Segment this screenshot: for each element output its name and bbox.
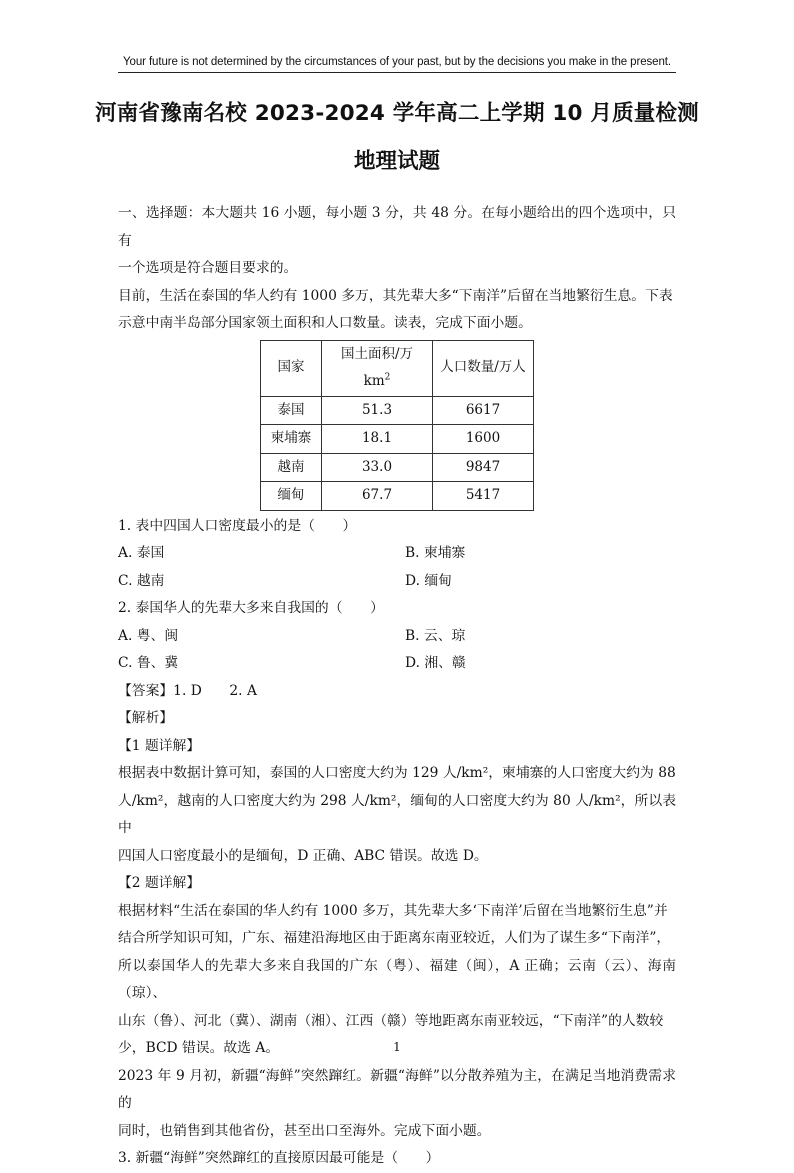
- q2-detail-line4: 山东（鲁）、河北（冀）、湖南（湘）、江西（赣）等地距离东南亚较远，“下南洋”的人数较: [118, 1012, 664, 1029]
- material2-line1: 2023 年 9 月初，新疆“海鲜”突然蹿红。新疆“海鲜”以分散养殖为主，在满足当地消费需求的: [118, 1067, 676, 1111]
- table-cell: 1600: [433, 425, 534, 454]
- q2-detail-line3: 所以泰国华人的先辈大多来自我国的广东（粤）、福建（闽），A 正确；云南（云）、海南（琼）、: [118, 957, 676, 1001]
- option-b: B. 云、琼: [405, 627, 466, 644]
- table-cell: 67.7: [322, 482, 433, 511]
- q1-detail-line1: 根据表中数据计算可知，泰国的人口密度大约为 129 人/km²，柬埔寨的人口密度大约为 88: [118, 765, 676, 781]
- table-header-cell: 国家: [261, 340, 322, 396]
- material2-line2: 同时，也销售到其他省份，甚至出口至海外。完成下面小题。: [118, 1122, 491, 1139]
- table-row: [261, 396, 534, 425]
- table-header-row: [261, 340, 534, 396]
- table-cell: 缅甸: [261, 482, 322, 511]
- question-1-options-row1: [118, 540, 676, 568]
- table-row: [261, 425, 534, 454]
- option-d: D. 湘、赣: [405, 655, 466, 671]
- answer-label: 【答案】1. D 2. A: [118, 682, 257, 699]
- table-row: [261, 453, 534, 482]
- option-a: A. 粤、闽: [118, 627, 179, 644]
- header-divider: [118, 72, 676, 73]
- table-row: [261, 482, 534, 511]
- section-intro-line1: 一、选择题：本大题共 16 小题，每小题 3 分，共 48 分。在每小题给出的四个选项中，只有: [118, 205, 676, 249]
- q2-detail-line2: 结合所学知识可知，广东、福建沿海地区由于距离东南亚较近，人们为了谋生多“下南洋”，: [118, 930, 671, 946]
- q2-detail-heading: 【2 题详解】: [118, 875, 201, 891]
- table-cell: 9847: [433, 453, 534, 482]
- q1-detail-heading: 【1 题详解】: [118, 737, 201, 754]
- material-line1: 目前，生活在泰国的华人约有 1000 多万，其先辈大多“下南洋”后留在当地繁衍生息。下表: [118, 287, 673, 304]
- country-data-table: [260, 340, 534, 511]
- option-c: C. 越南: [118, 572, 165, 589]
- question-2-options-row2: [118, 650, 676, 678]
- page-title: 河南省豫南名校 2023-2024 学年高二上学期 10 月质量检测: [95, 101, 699, 126]
- q1-detail-line2: 人/km²，越南的人口密度大约为 298 人/km²，缅甸的人口密度大约为 80 人/km²，所以表中: [118, 792, 676, 836]
- table-cell: 越南: [261, 453, 322, 482]
- table-header-cell: 人口数量/万人: [433, 340, 534, 396]
- document-body: [118, 200, 676, 1173]
- question-1-stem: 1. 表中四国人口密度最小的是（ ）: [118, 517, 357, 534]
- table-cell: 6617: [433, 396, 534, 425]
- option-d: D. 缅甸: [405, 572, 452, 589]
- option-b: B. 柬埔寨: [405, 545, 466, 561]
- superscript: 2: [384, 372, 391, 383]
- table-cell: 51.3: [322, 396, 433, 425]
- table-cell: 18.1: [322, 425, 433, 454]
- section-intro-line2: 一个选项是符合题目要求的。: [118, 260, 298, 276]
- q2-detail-line1: 根据材料“生活在泰国的华人约有 1000 多万，其先辈大多‘下南洋’后留在当地繁衍生息”并: [118, 902, 668, 919]
- analysis-label: 【解析】: [118, 710, 174, 726]
- table-header-cell: 国土面积/万 $km^2$: [322, 340, 433, 396]
- q2-detail-line5: 少，BCD 错误。故选 A。: [118, 1040, 280, 1056]
- page-number: 1: [393, 1040, 401, 1054]
- q1-detail-line3: 四国人口密度最小的是缅甸，D 正确、ABC 错误。故选 D。: [118, 847, 488, 864]
- material-line2: 示意中南半岛部分国家领土面积和人口数量。读表，完成下面小题。: [118, 315, 532, 331]
- header-motto: Your future is not determined by the circumstances of your past, but by the decisions you make in the present.: [123, 56, 671, 68]
- page-subtitle: 地理试题: [353, 149, 440, 174]
- question-3-stem: 3. 新疆“海鲜”突然蹿红的直接原因最可能是（ ）: [118, 1150, 440, 1166]
- table-cell: 5417: [433, 482, 534, 511]
- table-cell: 柬埔寨: [261, 425, 322, 454]
- question-1-options-row2: [118, 568, 676, 596]
- question-2-stem: 2. 泰国华人的先辈大多来自我国的（ ）: [118, 600, 384, 616]
- table-cell: 33.0: [322, 453, 433, 482]
- option-a: A. 泰国: [118, 545, 165, 561]
- option-c: C. 鲁、冀: [118, 655, 179, 671]
- table-cell: 泰国: [261, 396, 322, 425]
- question-2-options-row1: [118, 623, 676, 651]
